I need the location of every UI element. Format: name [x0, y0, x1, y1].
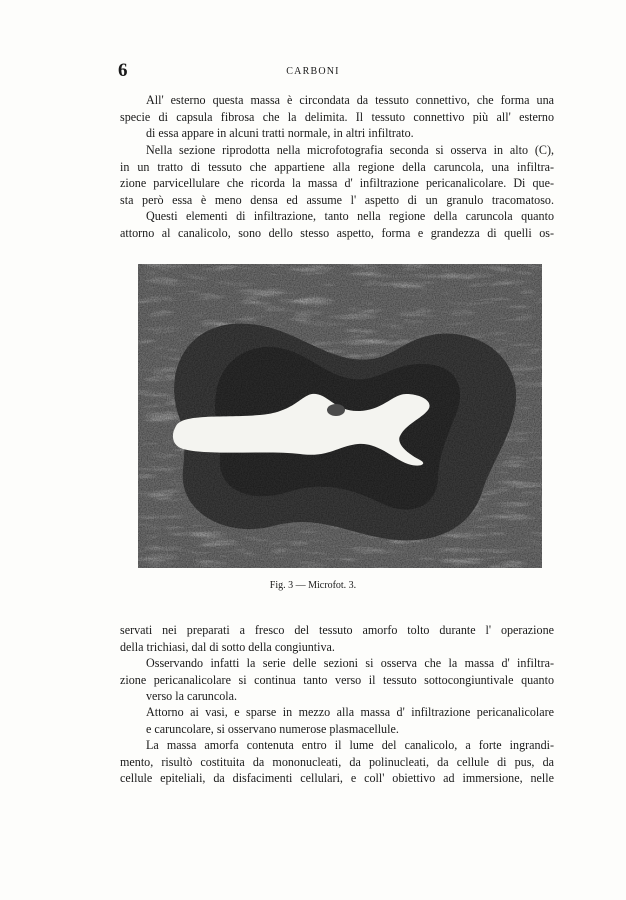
paragraph-1: [120, 92, 554, 142]
text-line: Attorno ai vasi, e sparse in mezzo alla massa d' infiltrazione pericanalicolare: [146, 705, 554, 719]
text-line: All' esterno questa massa è circondata da tessuto connettivo, che forma una: [146, 93, 554, 107]
text-line: attorno al canalicolo, sono dello stesso aspetto, forma e grandezza di quelli os-: [120, 225, 554, 240]
text-line: specie di capsula fibrosa che la delimita. Il tessuto connettivo più all' esterno: [120, 109, 554, 124]
page-number: 6: [118, 60, 128, 81]
paragraph-4: [120, 622, 554, 655]
cell-cluster: [327, 404, 345, 416]
paragraph-5: [120, 655, 554, 705]
figure-caption: Fig. 3 — Microfot. 3.: [269, 580, 357, 591]
text-line: Osservando infatti la serie delle sezioni si osserva che la massa d' infiltra-: [146, 656, 554, 670]
text-line: La massa amorfa contenuta entro il lume del canalicolo, a forte ingrandi-: [146, 738, 554, 752]
text-line: di essa appare in alcuni tratti normale, in altri infiltrato.: [146, 126, 414, 141]
text-line: Questi elementi di infiltrazione, tanto nella regione della caruncola quanto: [146, 209, 554, 223]
text-line: zione pericanalicolare si continua tanto verso il tessuto sottocongiuntivale quanto: [120, 672, 554, 687]
paragraph-2: [120, 142, 554, 208]
micrograph-figure: [138, 264, 542, 568]
text-line: in un tratto di tessuto che appartiene alla regione della caruncola, una infiltra-: [120, 159, 554, 174]
text-line: cellule epiteliali, da disfacimenti cellulari, e coll' obiettivo ad immersione, nelle: [120, 771, 554, 786]
text-line: e caruncolare, si osservano numerose plasmacellule.: [146, 721, 399, 736]
paragraph-3: [120, 208, 554, 241]
paragraph-6: [120, 704, 554, 737]
micrograph-image: [138, 264, 542, 568]
text-line: mento, risultò costituita da mononucleati, da polinucleati, da cellule di pus, da: [120, 754, 554, 769]
paragraph-7: [120, 737, 554, 787]
text-line: della trichiasi, dal di sotto della congiuntiva.: [120, 639, 335, 654]
text-line: sta però essa è meno densa ed assume l' aspetto di un granulo tracomatoso.: [120, 192, 554, 207]
text-line: Nella sezione riprodotta nella microfotografia seconda si osserva in alto (C),: [146, 143, 554, 157]
text-line: verso la caruncola.: [146, 689, 237, 704]
text-line: servati nei preparati a fresco del tessuto amorfo tolto durante l' operazione: [120, 623, 554, 637]
running-head: CARBONI: [286, 66, 340, 77]
text-line: zione parvicellulare che ricorda la massa d' infiltrazione pericanalicolare. Di que-: [120, 176, 554, 191]
